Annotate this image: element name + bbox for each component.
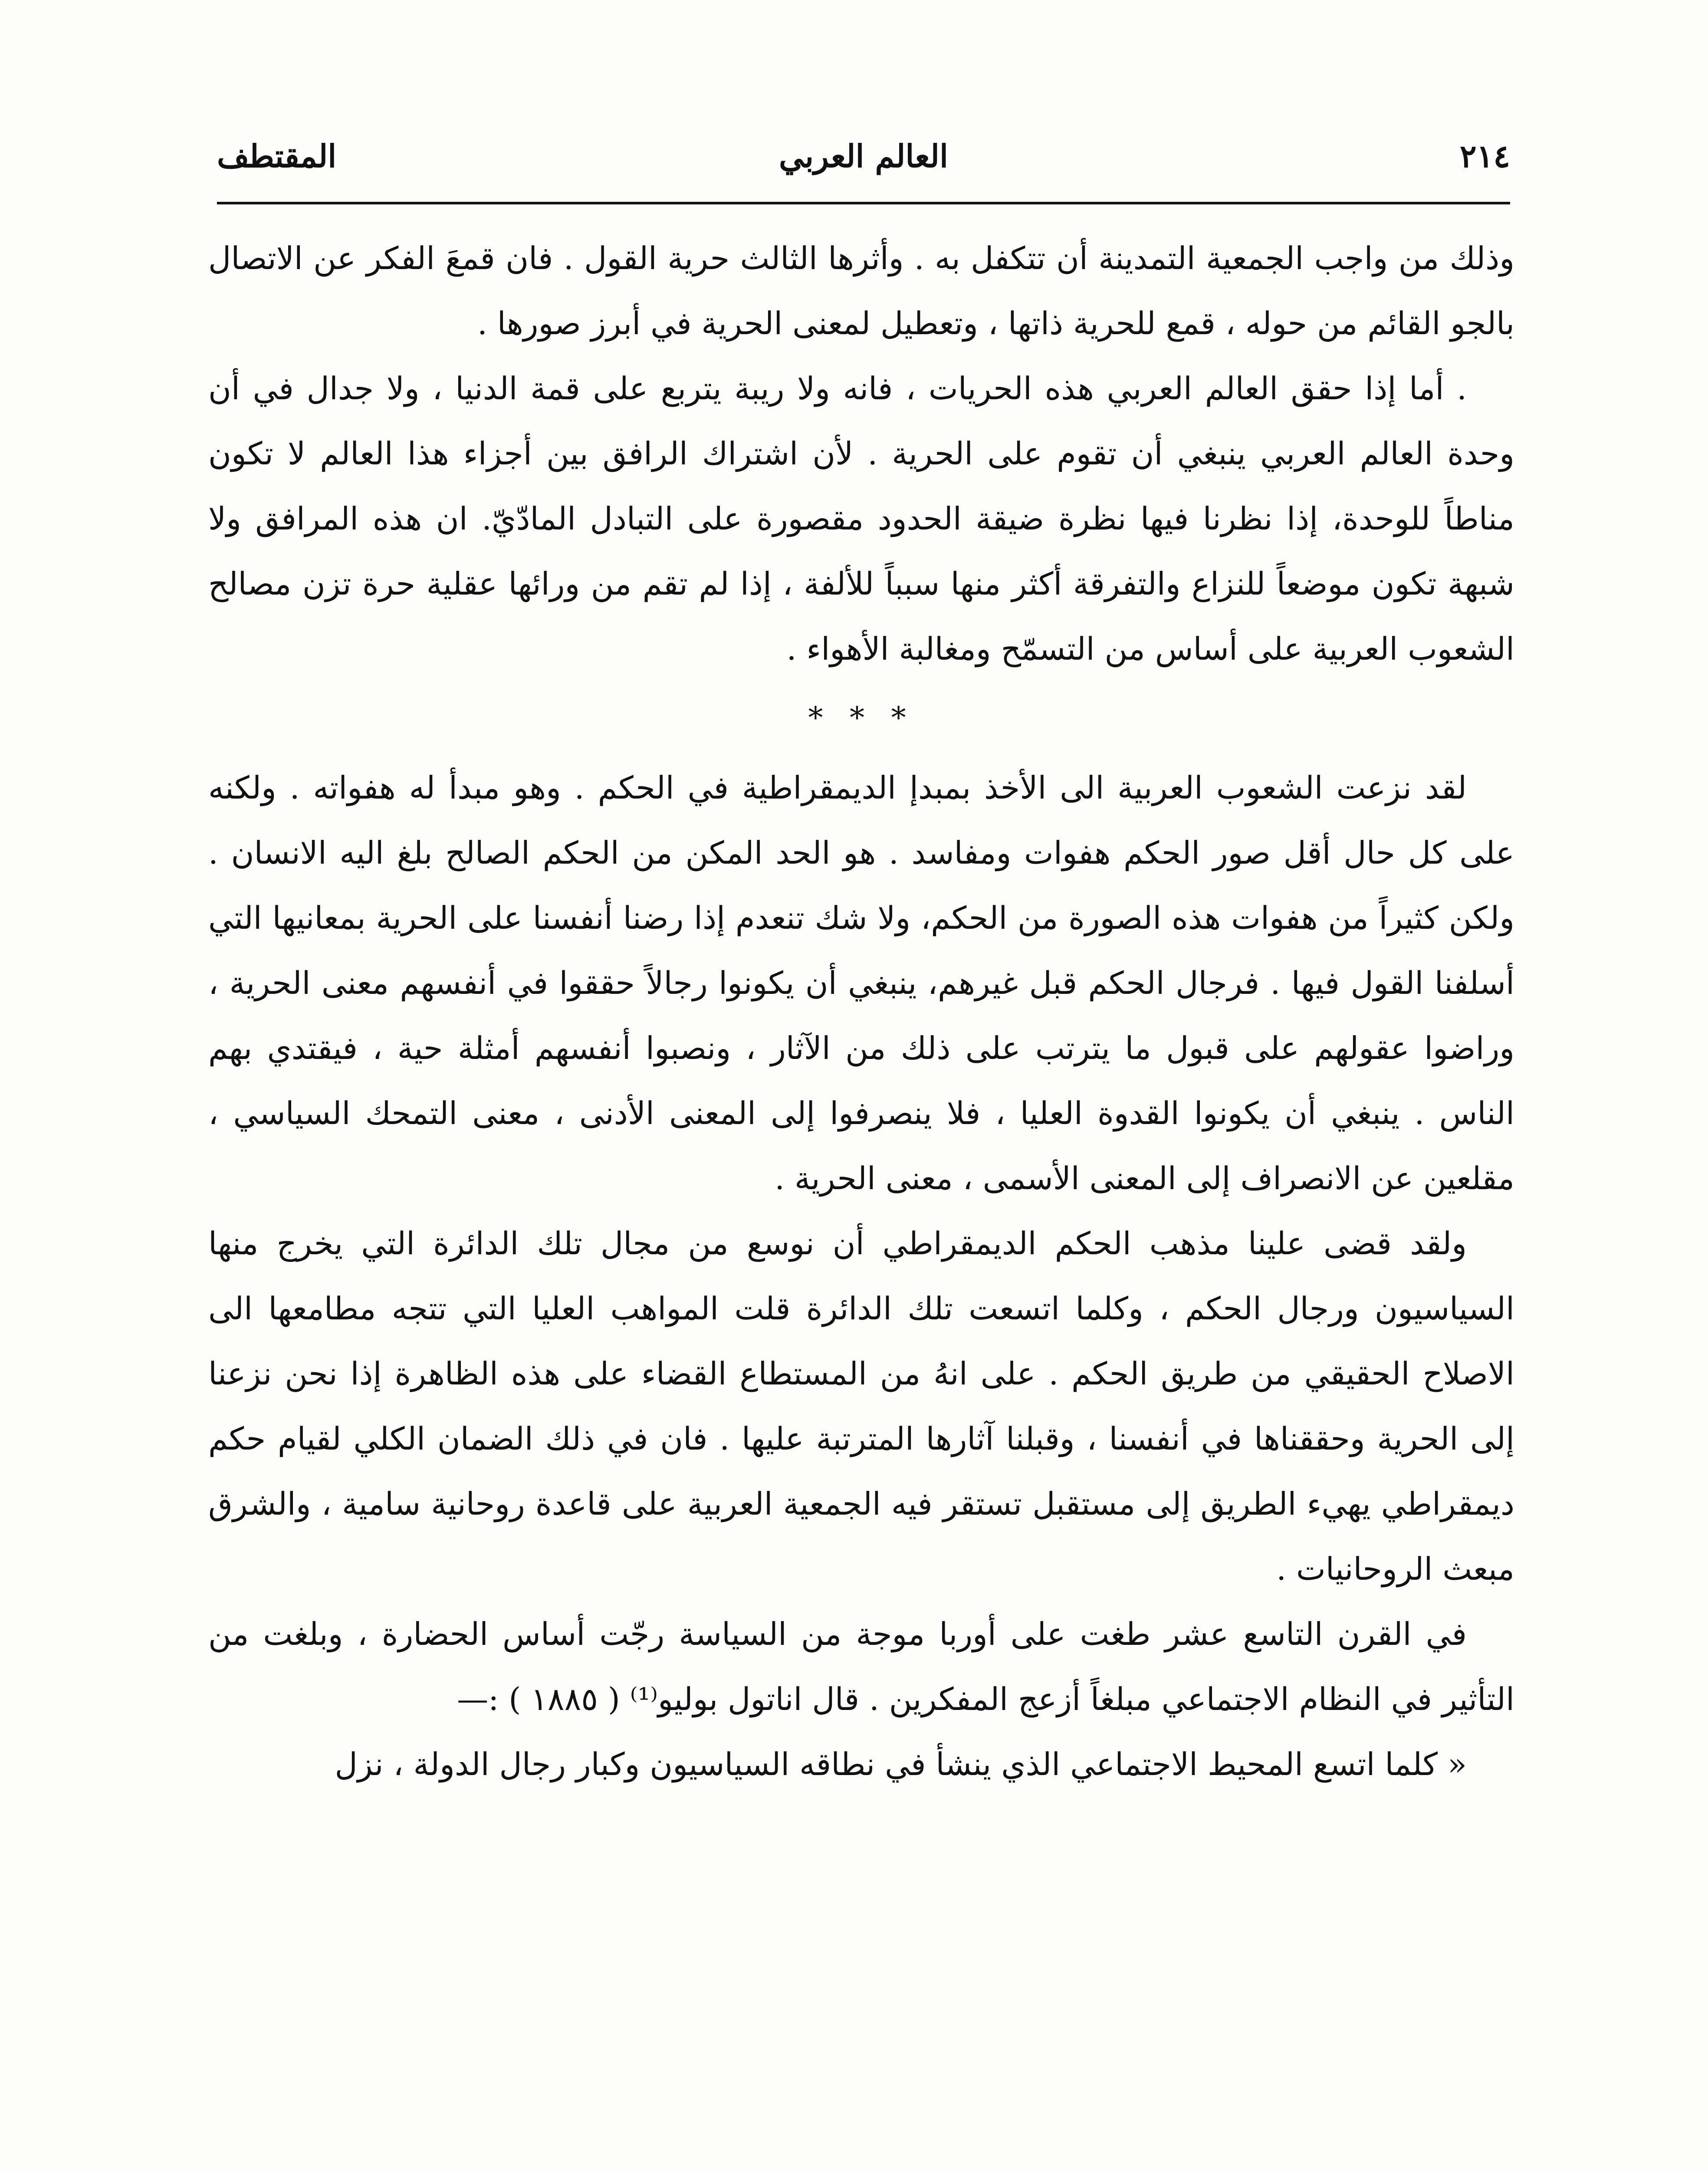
paragraph: . أما إذا حقق العالم العربي هذه الحريات ، فانه ولا ريبة يتربع على قمة الدنيا ، ولا جدال في أن وحدة العالم العربي ينبغي أن تقوم على الحرية . لأن اشتراك الرافق بين أجزاء هذا العالم لا تكون مناطاً للوحدة، إذا نظرنا فيها نظرة ضيقة الحدود مقصورة على التبادل المادّيّ. ان هذه المرافق ولا شبهة تكون موضعاً للنزاع والتفرقة أكثر منها سبباً للألفة ، إذا لم تقم من ورائها عقلية حرة تزن مصالح الشعوب العربية على أساس من التسمّح ومغالبة الأهواء . [208, 370, 1514, 667]
page-header [217, 130, 1510, 191]
page-number: ٢١٤ [1459, 138, 1510, 174]
paragraph: « كلما اتسع المحيط الاجتماعي الذي ينشأ في نطاقه السياسيون وكبار رجال الدولة ، نزل [335, 1746, 1467, 1782]
journal-name: المقتطف [217, 138, 337, 174]
header-rule [217, 202, 1510, 204]
paragraph: في القرن التاسع عشر طغت على أوربا موجة من السياسة رجّت أساس الحضارة ، وبلغت من التأثير في النظام الاجتماعي مبلغاً أزعج المفكرين . قال اناتول بوليو⁽¹⁾ ( ١٨٨٥ ) :— [208, 1616, 1514, 1717]
section-separator: * * * [808, 701, 915, 735]
paragraph: ولقد قضى علينا مذهب الحكم الديمقراطي أن نوسع من مجال تلك الدائرة التي يخرج منها السياسيون ورجال الحكم ، وكلما اتسعت تلك الدائرة قلت المواهب العليا التي تتجه مطامعها الى الاصلاح الحقيقي من طريق الحكم . على انهُ من المستطاع القضاء على هذه الظاهرة إذا نحن نزعنا إلى الحرية وحققناها في أنفسنا ، وقبلنا آثارها المترتبة عليها . فان في ذلك الضمان الكلي لقيام حكم ديمقراطي يهيء الطريق إلى مستقبل تستقر فيه الجمعية العربية على قاعدة روحانية سامية ، والشرق مبعث الروحانيات . [208, 1225, 1514, 1587]
running-title: العالم العربي [779, 138, 948, 174]
paragraph: وذلك من واجب الجمعية التمدينة أن تتكفل به . وأثرها الثالث حرية القول . فان قمعَ الفكر عن الاتصال بالجو القائم من حوله ، قمع للحرية ذاتها ، وتعطيل لمعنى الحرية في أبرز صورها . [208, 240, 1514, 342]
body-text [208, 226, 1514, 1797]
paragraph: لقد نزعت الشعوب العربية الى الأخذ بمبدإ الديمقراطية في الحكم . وهو مبدأ له هفواته . ولكنه على كل حال أقل صور الحكم هفوات ومفاسد . هو الحد المكن من الحكم الصالح بلغ اليه الانسان . ولكن كثيراً من هفوات هذه الصورة من الحكم، ولا شك تنعدم إذا رضنا أنفسنا على الحرية بمعانيها التي أسلفنا القول فيها . فرجال الحكم قبل غيرهم، ينبغي أن يكونوا رجالاً حققوا في أنفسهم معنى الحرية ، وراضوا عقولهم على قبول ما يترتب على ذلك من الآثار ، ونصبوا أنفسهم أمثلة حية ، فيقتدي بهم الناس . ينبغي أن يكونوا القدوة العليا ، فلا ينصرفوا إلى المعنى الأدنى ، معنى التمحك السياسي ، مقلعين عن الانصراف إلى المعنى الأسمى ، معنى الحرية . [208, 769, 1515, 1197]
